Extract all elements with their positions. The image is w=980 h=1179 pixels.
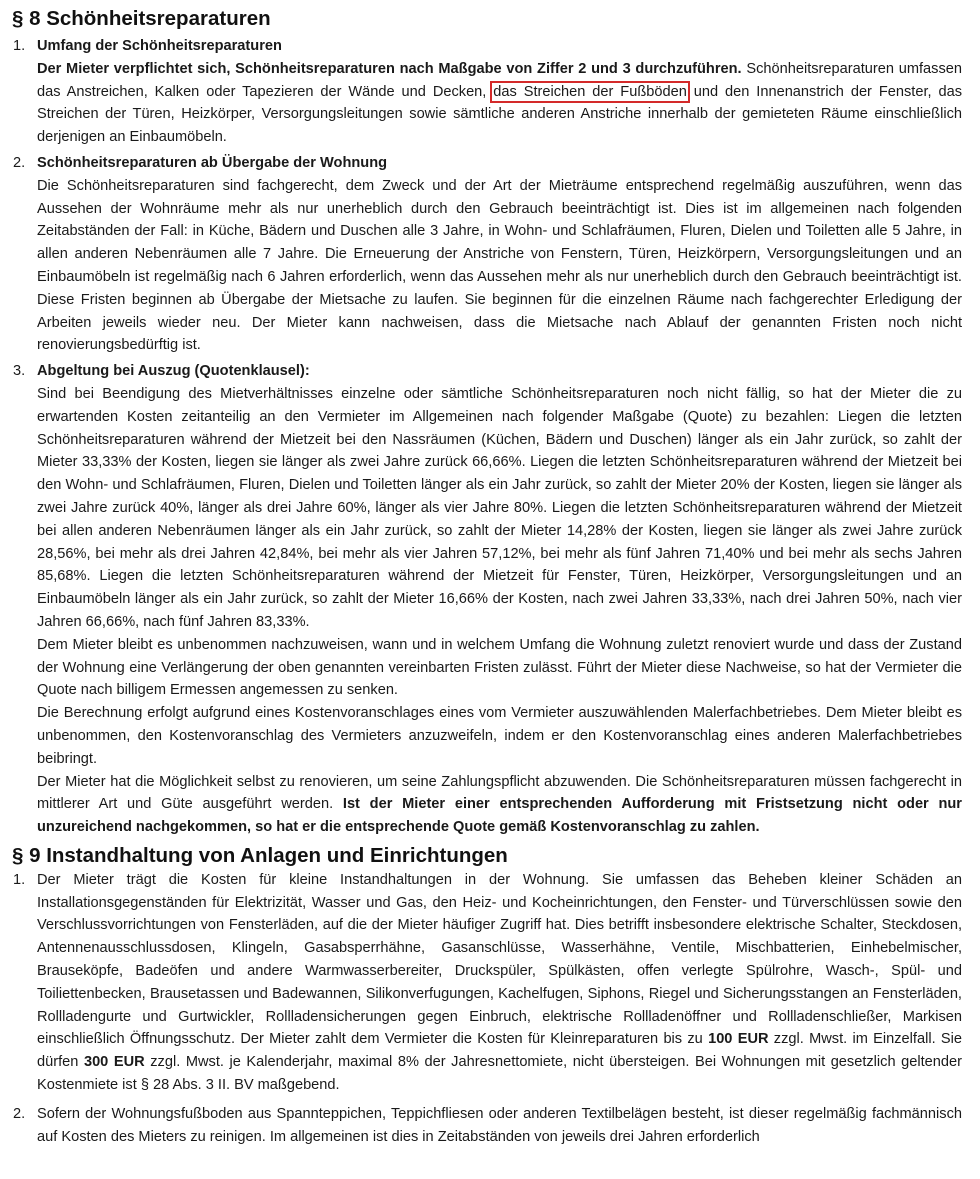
item-paragraph: Die Schönheitsreparaturen sind fachgerecht, dem Zweck und der Art der Mieträume entsprechend regelmäßig auszuführen, wenn das Aussehen der Wohnräume mehr als nur unerheblich durch den Gebrauch beeinträchtigt ist. Dies ist im allgemeinen nach folgenden Zeitabständen der Fall: in Küche, Bädern und Duschen alle 3 Jahre, in Wohn- und Schlafräumen, Fluren, Dielen und Toiletten alle 5 Jahre, in allen anderen Nebenräumen alle 7 Jahre. Die Erneuerung der Anstriche von Fenstern, Türen, Heizkörpern, Versorgungsleitungen und an Einbaumöbeln ist regelmäßig nach 6 Jahren erforderlich, wenn das Aussehen mehr als nur unerheblich durch den Gebrauch beeinträchtigt ist. Diese Fristen beginnen ab Übergabe der Mietsache zu laufen. Sie beginnen für die einzelnen Räume nach fachgerechter Erledigung der Arbeiten jeweils wieder neu. Der Mieter kann nachweisen, dass die Mietsache nach Ablauf der genannten Fristen noch nicht renovierungsbedürftig ist.	[37, 177, 962, 354]
item-number: 3.	[13, 363, 26, 380]
bold-clause: Ist der Mieter einer entsprechenden Aufforderung mit Fristsetzung nicht oder nur unzureichend nachgekommen, so hat er die entsprechende Quote gemäß Kostenvoranschlag zu zahlen.	[37, 796, 962, 836]
section-8-item-3	[12, 360, 962, 839]
item-number: 1.	[13, 38, 26, 54]
section-8-title: § 8 Schönheitsreparaturen	[12, 7, 271, 30]
section-8	[12, 6, 962, 839]
item-heading: Schönheitsreparaturen ab Übergabe der Wohnung	[37, 154, 388, 171]
highlighted-phrase: das Streichen der Fußböden	[493, 83, 687, 100]
quota-paragraph: Sind bei Beendigung des Mietverhältnisses einzelne oder sämtliche Schönheitsreparaturen noch nicht fällig, so hat der Mieter die zu erwartenden Kosten zeitanteilig an den Vermieter im Allgemeinen nach folgender Maßgabe (Quote) zu bezahlen: Liegen die letzten Schönheitsreparaturen während der Mietzeit bei den Nassräumen (Küchen, Bädern und Duschen) länger als ein Jahr zurück, so zahlt der Mieter 33,33% der Kosten, liegen sie länger als zwei Jahre zurück 66,66%. Liegen die letzten Schönheitsreparaturen während der Mietzeit bei den Wohn- und Schlafräumen, Fluren, Dielen und Toiletten länger als ein Jahr zurück, so zahlt der Mieter 20% der Kosten, liegen sie länger als zwei Jahre zurück 40%, länger als drei Jahre 60%, länger als vier Jahre 80%. Liegen die letzten Schönheitsreparaturen während der Mietzeit bei allen anderen Nebenräumen länger als ein Jahr zurück, so zahlt der Mieter 14,28% der Kosten, liegen sie länger als zwei Jahre zurück 28,56%, bei mehr als drei Jahren 42,84%, bei mehr als vier Jahren 57,12%, bei mehr als fünf Jahren 71,40% und bei mehr als sechs Jahren 85,68%. Liegen die letzten Schönheitsreparaturen während der Mietzeit für Fenster, Türen, Heizkörper, Versorgungsleitungen und an Einbaumöbeln länger als ein Jahr zurück, so zahlt der Mieter 16,66% der Kosten, nach zwei Jahren 33,33%, nach drei Jahren 50%, nach vier Jahren 66,66%, nach fünf Jahren 83,33%.	[37, 385, 962, 630]
bold-lead-text: Der Mieter verpflichtet sich, Schönheitsreparaturen nach Maßgabe von Ziffer 2 und 3 durchzuführen.	[37, 60, 742, 77]
section-9-item-1	[12, 869, 962, 1097]
proof-paragraph: Dem Mieter bleibt es unbenommen nachzuweisen, wann und in welchem Umfang die Wohnung zuletzt renoviert wurde und dass der Zustand der Wohnung eine Verlängerung der oben genannten vereinbarten Fristen zulässt. Führt der Mieter diese Nachweise, so hat der Vermieter die Quote nach billigem Ermessen angemessen zu senken.	[37, 636, 962, 699]
section-8-item-2	[12, 152, 962, 357]
section-8-item-1	[12, 35, 962, 149]
amount-per-year: 300 EUR	[83, 1054, 145, 1071]
item-number: 1.	[13, 871, 26, 888]
item-content	[37, 152, 962, 357]
section-9-title: § 9 Instandhaltung von Anlagen und Einrichtungen	[12, 843, 508, 867]
paragraph-text: Der Mieter hat die Möglichkeit selbst zu renovieren, um seine Zahlungspflicht abzuwenden. Die Schönheitsreparaturen müssen fachgerecht in mittlerer Art und Güte ausgeführt werden.	[37, 773, 962, 813]
self-renovation-paragraph	[37, 771, 962, 839]
item-content	[37, 35, 962, 149]
item-paragraph: Sofern der Wohnungsfußboden aus Spannteppichen, Teppichfliesen oder anderen Textilbelägen besteht, ist dieser regelmäßig fachmännisch auf Kosten des Mieters zu reinigen. Im allgemeinen ist dies in Zeitabständen von jeweils drei Jahren erforderlich	[37, 1105, 962, 1145]
item-content	[37, 360, 962, 839]
item-heading: Umfang der Schönheitsreparaturen	[37, 38, 282, 54]
paragraph-text: Schönheitsreparaturen umfassen das Anstreichen, Kalken oder Tapezieren der Wände und Decken,	[37, 60, 962, 100]
item-number: 2.	[13, 1105, 26, 1122]
section-9	[12, 843, 962, 1149]
item-heading: Abgeltung bei Auszug (Quotenklausel):	[37, 363, 310, 380]
item-content	[37, 1103, 962, 1149]
paragraph-text: zzgl. Mwst. im Einzelfall. Sie dürfen	[37, 1031, 962, 1071]
paragraph-text: und den Innenanstrich der Fenster, das Streichen der Türen, Heizkörper, Versorgungsleitungen sowie sämtliche anderen Anstriche innerhalb der gemieteten Räume einschließlich derjenigen an Einbaumöbeln.	[37, 83, 963, 146]
amount-per-case: 100 EUR	[708, 1031, 769, 1048]
paragraph-text: zzgl. Mwst. je Kalenderjahr, maximal 8% der Jahresnettomiete, nicht übersteigen. Bei Wohnungen mit gesetzlich geltender Kostenmiete ist § 28 Abs. 3 II. BV maßgebend.	[37, 1054, 963, 1094]
item-content	[37, 869, 962, 1097]
section-9-item-2	[12, 1103, 962, 1149]
estimate-paragraph: Die Berechnung erfolgt aufgrund eines Kostenvoranschlages eines vom Vermieter auszuwählenden Malerfachbetriebes. Dem Mieter bleibt es unbenommen, den Kostenvoranschlag des Vermieters anzuzweifeln, indem er den Kostenvoranschlag eines anderen Malerfachbetriebes beibringt.	[37, 705, 962, 767]
paragraph-text: Der Mieter trägt die Kosten für kleine Instandhaltungen in der Wohnung. Sie umfassen das Beheben kleiner Schäden an Installationsgegenständen für Elektrizität, Wasser und Gas, den Heiz- und Kocheinrichtungen, den Fenster- und Türverschlüssen sowie den Verschlussvorrichtungen von Fensterläden, auf die der Mieter häufiger Zugriff hat. Dies betrifft insbesondere elektrische Schalter, Steckdosen, Antennenausschlussdosen, Klingeln, Gasabsperrhähne, Gasanschlüsse, Wasserhähne, Ventile, Mischbatterien, Einhebelmischer, Brauseköpfe, Badeöfen und andere Warmwasserbereiter, Druckspüler, Spülkästen, offen verlegte Spülrohre, Wasch-, Spül- und Toiliettenbecken, Brausetassen und Badewannen, Silikonverfugungen, Kachelfugen, Siphons, Riegel und Sicherungsstangen an Fensterläden, Rollladengurte und Gurtwickler, Rollladensicherungen gegen Einbruch, elektrische Rollladenöffner und Rollladenschließer, Markisen einschließlich Öffnungsschutz. Der Mieter zahlt dem Vermieter die Kosten für Kleinreparaturen bis zu	[37, 871, 962, 1048]
item-paragraph	[37, 869, 962, 1097]
item-number: 2.	[13, 154, 26, 171]
item-paragraph	[37, 58, 962, 149]
